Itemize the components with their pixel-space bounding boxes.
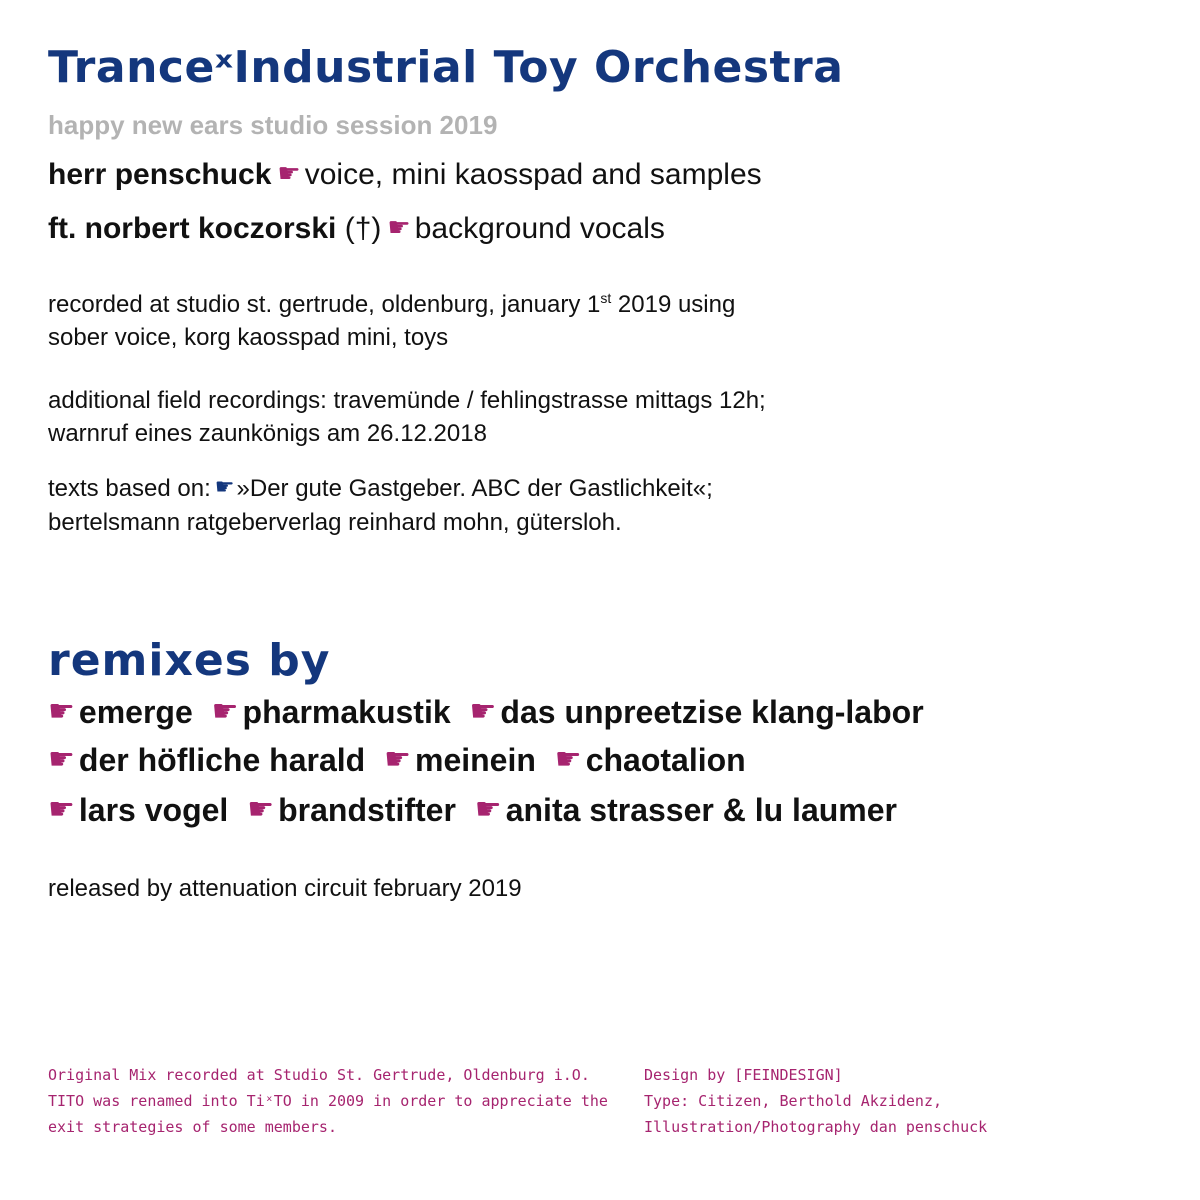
artist-role: background vocals	[414, 212, 665, 245]
recording-line-2: sober voice, korg kaosspad mini, toys	[48, 324, 449, 351]
pointing-hand-icon: ☛	[247, 792, 275, 827]
texts-prefix: texts based on:	[48, 475, 211, 502]
remixer: ☛ das unpreetzise klang-labor	[469, 694, 924, 730]
field-line-2: warnruf eines zaunkönigs am 26.12.2018	[48, 420, 487, 447]
recording-line-1: recorded at studio st. gertrude, oldenburg, january 1	[48, 291, 601, 318]
pointing-hand-icon: ☛	[48, 742, 75, 777]
pointing-hand-icon: ☛	[554, 742, 582, 777]
pointing-hand-icon: ☛	[469, 694, 497, 729]
pointing-hand-icon: ☛	[214, 475, 235, 500]
remix-row	[48, 792, 907, 829]
credit-line-koczorski	[48, 212, 665, 246]
field-line-1: additional field recordings: travemünde / fehlingstrasse mittags 12h;	[48, 387, 766, 414]
session-subtitle: happy new ears studio session 2019	[48, 110, 498, 140]
remixer: ☛ brandstifter	[247, 792, 456, 828]
remixes-heading: remixes by	[48, 635, 331, 686]
pointing-hand-icon: ☛	[277, 159, 301, 189]
book-title: »Der gute Gastgeber. ABC der Gastlichkeit«;	[236, 475, 713, 502]
album-title: TranceˣIndustrial Toy Orchestra	[48, 42, 844, 93]
remixer: ☛ meinein	[384, 742, 536, 778]
artist-name: herr penschuck	[48, 158, 272, 191]
field-recordings-info	[48, 384, 766, 450]
pointing-hand-icon: ☛	[48, 694, 75, 729]
pointing-hand-icon: ☛	[474, 792, 502, 827]
ordinal-superscript: st	[600, 290, 612, 306]
remixer: ☛ lars vogel	[48, 792, 229, 828]
remix-row	[48, 694, 934, 731]
remixer: ☛ anita strasser & lu laumer	[474, 792, 897, 828]
artist-name: ft. norbert koczorski	[48, 212, 337, 245]
recording-line-1-end: 2019 using	[611, 291, 736, 318]
dagger-mark: (†)	[344, 212, 382, 245]
pointing-hand-icon: ☛	[48, 792, 75, 827]
pointing-hand-icon: ☛	[384, 742, 411, 777]
remixer: ☛ emerge	[48, 694, 193, 730]
footer-recording-notes: Original Mix recorded at Studio St. Gertrude, Oldenburg i.O. TITO was renamed into TiˣTO in 2009 in order to appreciate the exit strategies of some members.	[48, 1066, 608, 1136]
remix-row	[48, 742, 756, 779]
credit-line-penschuck	[48, 158, 762, 192]
recording-info	[48, 282, 735, 354]
release-info: released by attenuation circuit february 2019	[48, 875, 522, 902]
remixer: ☛ chaotalion	[554, 742, 746, 778]
remixer: ☛ pharmakustik	[211, 694, 451, 730]
publisher-line: bertelsmann ratgeberverlag reinhard mohn, gütersloh.	[48, 509, 622, 536]
artist-role: voice, mini kaosspad and samples	[304, 158, 762, 191]
pointing-hand-icon: ☛	[211, 694, 239, 729]
pointing-hand-icon: ☛	[387, 213, 411, 243]
footer-design-credits: Design by [FEINDESIGN] Type: Citizen, Berthold Akzidenz, Illustration/Photography dan penschuck	[644, 1066, 988, 1136]
texts-source-info	[48, 472, 713, 539]
remixer: ☛ der höfliche harald	[48, 742, 366, 778]
